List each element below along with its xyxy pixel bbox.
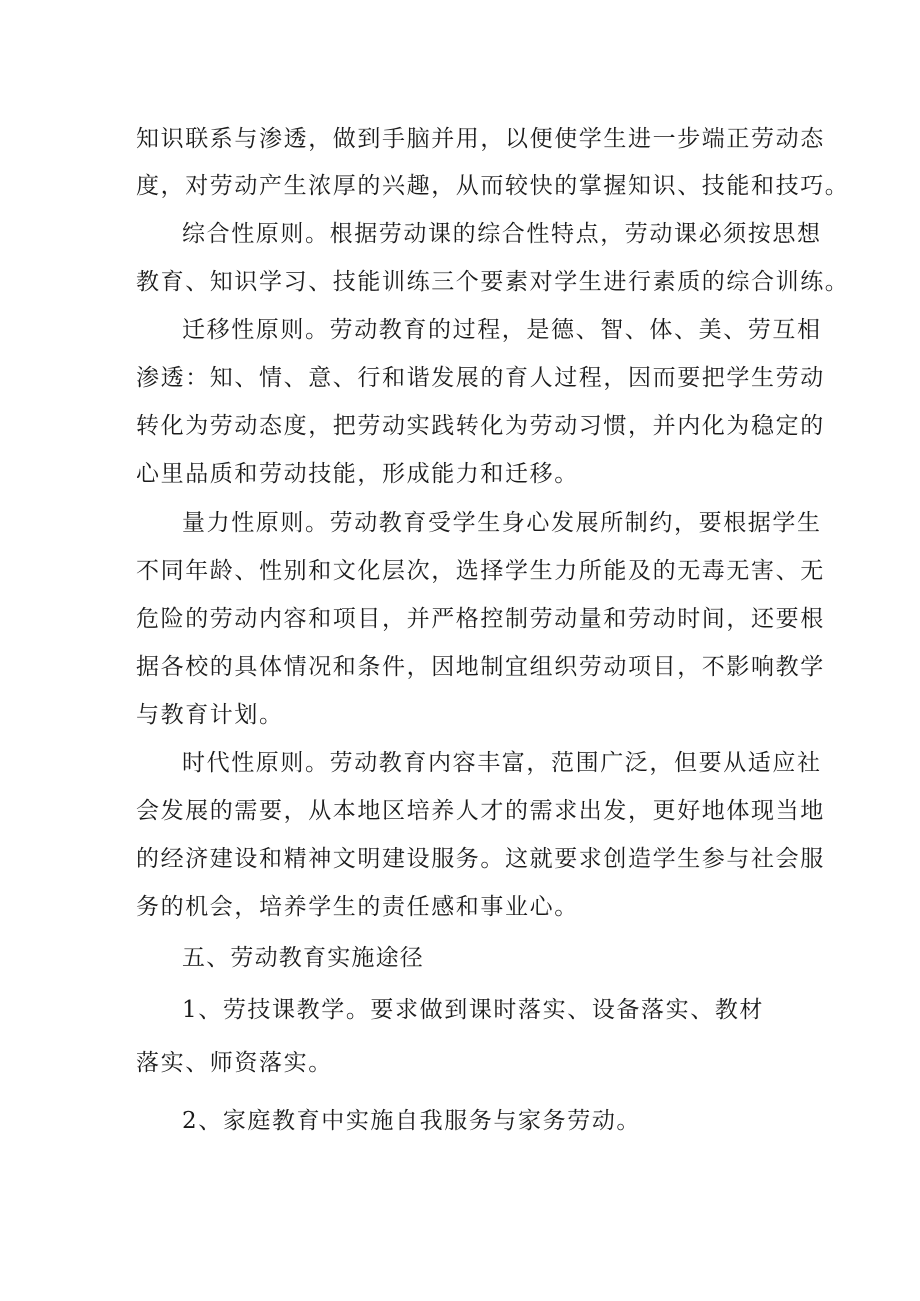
paragraph-3-line-2: 渗透：知、情、意、行和谐发展的育人过程，因而要把学生劳动 bbox=[136, 365, 825, 391]
item-1-line-1: 1、劳技课教学。要求做到课时落实、设备落实、教材 bbox=[182, 997, 765, 1023]
paragraph-4-line-5: 与教育计划。 bbox=[136, 702, 284, 728]
paragraph-4-line-4: 据各校的具体情况和条件，因地制宜组织劳动项目，不影响教学 bbox=[136, 654, 825, 680]
item-1-line-2: 落实、师资落实。 bbox=[136, 1050, 333, 1076]
paragraph-5-line-3: 的经济建设和精神文明建设服务。这就要求创造学生参与社会服 bbox=[136, 846, 825, 872]
paragraph-5-line-4: 务的机会，培养学生的责任感和事业心。 bbox=[136, 894, 579, 920]
paragraph-2-line-2: 教育、知识学习、技能训练三个要素对学生进行素质的综合训练。 bbox=[136, 269, 850, 295]
paragraph-3-line-4: 心里品质和劳动技能，形成能力和迁移。 bbox=[136, 461, 579, 487]
item-2: 2、家庭教育中实施自我服务与家务劳动。 bbox=[182, 1108, 642, 1134]
paragraph-1-line-1: 知识联系与渗透，做到手脑并用，以便使学生进一步端正劳动态 bbox=[136, 126, 825, 152]
paragraph-1-line-2: 度，对劳动产生浓厚的兴趣，从而较快的掌握知识、技能和技巧。 bbox=[136, 173, 850, 199]
paragraph-5-line-2: 会发展的需要，从本地区培养人才的需求出发，更好地体现当地 bbox=[136, 798, 825, 824]
paragraph-4-line-3: 危险的劳动内容和项目，并严格控制劳动量和劳动时间，还要根 bbox=[136, 606, 825, 632]
paragraph-5-line-1: 时代性原则。劳动教育内容丰富，范围广泛，但要从适应社 bbox=[182, 750, 822, 776]
paragraph-4-line-1: 量力性原则。劳动教育受学生身心发展所制约，要根据学生 bbox=[182, 510, 822, 536]
paragraph-3-line-1: 迁移性原则。劳动教育的过程，是德、智、体、美、劳互相 bbox=[182, 317, 822, 343]
section-heading: 五、劳动教育实施途径 bbox=[182, 945, 424, 971]
paragraph-3-line-3: 转化为劳动态度，把劳动实践转化为劳动习惯，并内化为稳定的 bbox=[136, 413, 825, 439]
paragraph-2-line-1: 综合性原则。根据劳动课的综合性特点，劳动课必须按思想 bbox=[182, 221, 822, 247]
paragraph-4-line-2: 不同年龄、性别和文化层次，选择学生力所能及的无毒无害、无 bbox=[136, 558, 825, 584]
